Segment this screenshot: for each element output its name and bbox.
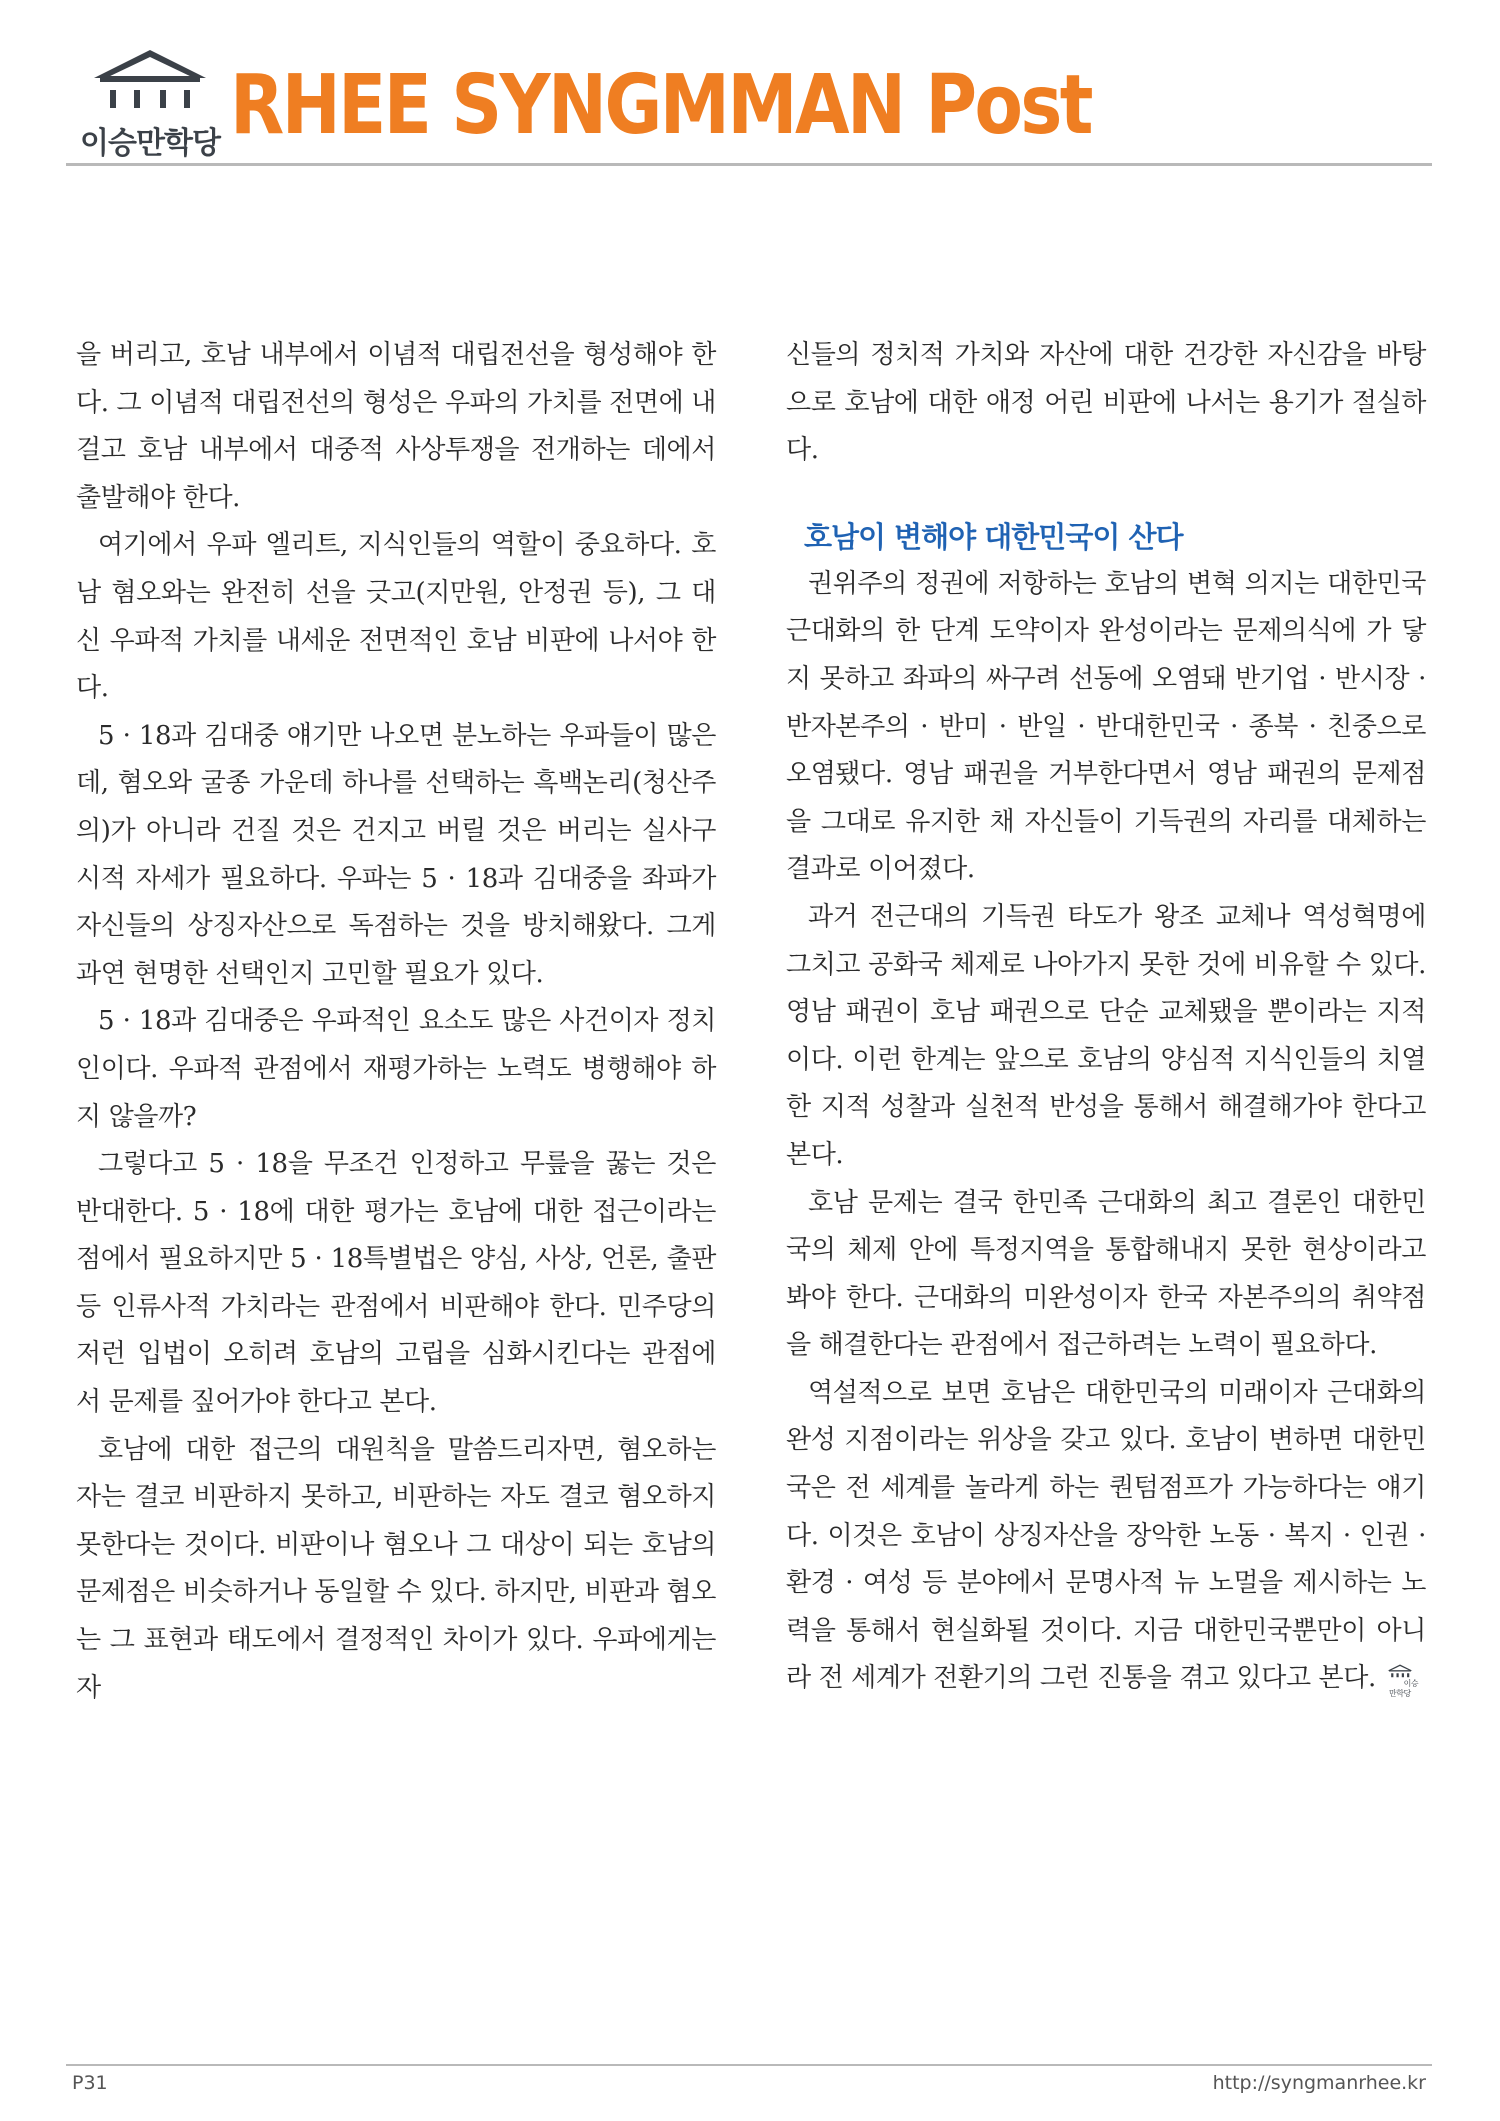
logo-text: 이승만학당 [80, 126, 220, 161]
paragraph: 호남에 대한 접근의 대원칙을 말씀드리자면, 혐오하는 자는 결코 비판하지 못하고, 비판하는 자도 결코 혐오하지 못한다는 것이다. 비판이나 혐오나 그 대상이 되는 호남의 문제점은 비슷하거나 동일할 수 있다. 하지만, 비판과 혐오는 그 표현과 태도에서 결정적인 차이가 있다. 우파에게는 자 [76, 1434, 716, 1703]
page-number: P31 [72, 2072, 108, 2094]
right-column [786, 332, 1426, 1703]
footer-divider [66, 2064, 1432, 2066]
paragraph: 그렇다고 5 · 18을 무조건 인정하고 무릎을 꿇는 것은 반대한다. 5 · 18에 대한 평가는 호남에 대한 접근이라는 점에서 필요하지만 5 · 18특별법은 양심, 사상, 언론, 출판 등 인류사적 가치라는 관점에서 비판해야 한다. 민주당의 저런 입법이 오히려 호남의 고립을 심화시킨다는 관점에서 문제를 짚어가야 한다고 본다. [76, 1149, 716, 1418]
section-heading: 호남이 변해야 대한민국이 산다 [804, 519, 1183, 554]
academy-logo[interactable] [70, 48, 230, 160]
paragraph: 5 · 18과 김대중은 우파적인 요소도 많은 사건이자 정치인이다. 우파적 관점에서 재평가하는 노력도 병행해야 하지 않을까? [76, 1006, 716, 1132]
footer-url-link[interactable]: http://syngmanrhee.kr [1212, 2072, 1426, 2094]
paragraph: 호남 문제는 결국 한민족 근대화의 최고 결론인 대한민국의 체제 안에 특정지역을 통합해내지 못한 현상이라고 봐야 한다. 근대화의 미완성이자 한국 자본주의의 취약점을 해결한다는 관점에서 접근하려는 노력이 필요하다. [786, 1187, 1426, 1361]
end-mark [1380, 1664, 1420, 1699]
academy-building-icon [1386, 1664, 1414, 1679]
paragraph: 신들의 정치적 가치와 자산에 대한 건강한 자신감을 바탕으로 호남에 대한 애정 어린 비판에 나서는 용기가 절실하다. [786, 340, 1426, 466]
paragraph [786, 1370, 1426, 1703]
paragraph: 여기에서 우파 엘리트, 지식인들의 역할이 중요하다. 호남 혐오와는 완전히 선을 긋고(지만원, 안정권 등), 그 대신 우파적 가치를 내세운 전면적인 호남 비판에 나서야 한다. [76, 530, 716, 704]
paragraph: 5 · 18과 김대중 얘기만 나오면 분노하는 우파들이 많은데, 혐오와 굴종 가운데 하나를 선택하는 흑백논리(청산주의)가 아니라 건질 것은 건지고 버릴 것은 버리는 실사구시적 자세가 필요하다. 우파는 5 · 18과 김대중을 좌파가 자신들의 상징자산으로 독점하는 것을 방치해왔다. 그게 과연 현명한 선택인지 고민할 필요가 있다. [76, 720, 716, 989]
header-divider [66, 163, 1432, 166]
end-mark-text: 이승만학당 [1388, 1679, 1419, 1699]
paragraph: 과거 전근대의 기득권 타도가 왕조 교체나 역성혁명에 그치고 공화국 체제로 나아가지 못한 것에 비유할 수 있다. 영남 패권이 호남 패권으로 단순 교체됐을 뿐이라는 지적이다. 이런 한계는 앞으로 호남의 양심적 지식인들의 치열한 지적 성찰과 실천적 반성을 통해서 해결해가야 한다고 본다. [786, 901, 1426, 1170]
paragraph: 권위주의 정권에 저항하는 호남의 변혁 의지는 대한민국 근대화의 한 단계 도약이자 완성이라는 문제의식에 가 닿지 못하고 좌파의 싸구려 선동에 오염돼 반기업 · 반시장 · 반자본주의 · 반미 · 반일 · 반대한민국 · 종북 · 친중으로 오염됐다. 영남 패권을 거부한다면서 영남 패권의 문제점을 그대로 유지한 채 자신들이 기득권의 자리를 대체하는 결과로 이어졌다. [786, 568, 1426, 885]
left-column [76, 332, 716, 1712]
publication-title: RHEE SYNGMMAN Post [230, 58, 1091, 153]
paragraph: 을 버리고, 호남 내부에서 이념적 대립전선을 형성해야 한다. 그 이념적 대립전선의 형성은 우파의 가치를 전면에 내걸고 호남 내부에서 대중적 사상투쟁을 전개하는 데에서 출발해야 한다. [76, 340, 716, 513]
masthead [68, 48, 1430, 166]
paragraph-text: 역설적으로 보면 호남은 대한민국의 미래이자 근대화의 완성 지점이라는 위상을 갖고 있다. 호남이 변하면 대한민국은 전 세계를 놀라게 하는 퀀텀점프가 가능하다는 얘기다. 이것은 호남이 상징자산을 장악한 노동 · 복지 · 인권 · 환경 · 여성 등 분야에서 문명사적 뉴 노멀을 제시하는 노력을 통해서 현실화될 것이다. 지금 대한민국뿐만이 아니라 전 세계가 전환기의 그런 진통을 겪고 있다고 본다. [786, 1377, 1426, 1694]
academy-building-icon [90, 48, 210, 116]
